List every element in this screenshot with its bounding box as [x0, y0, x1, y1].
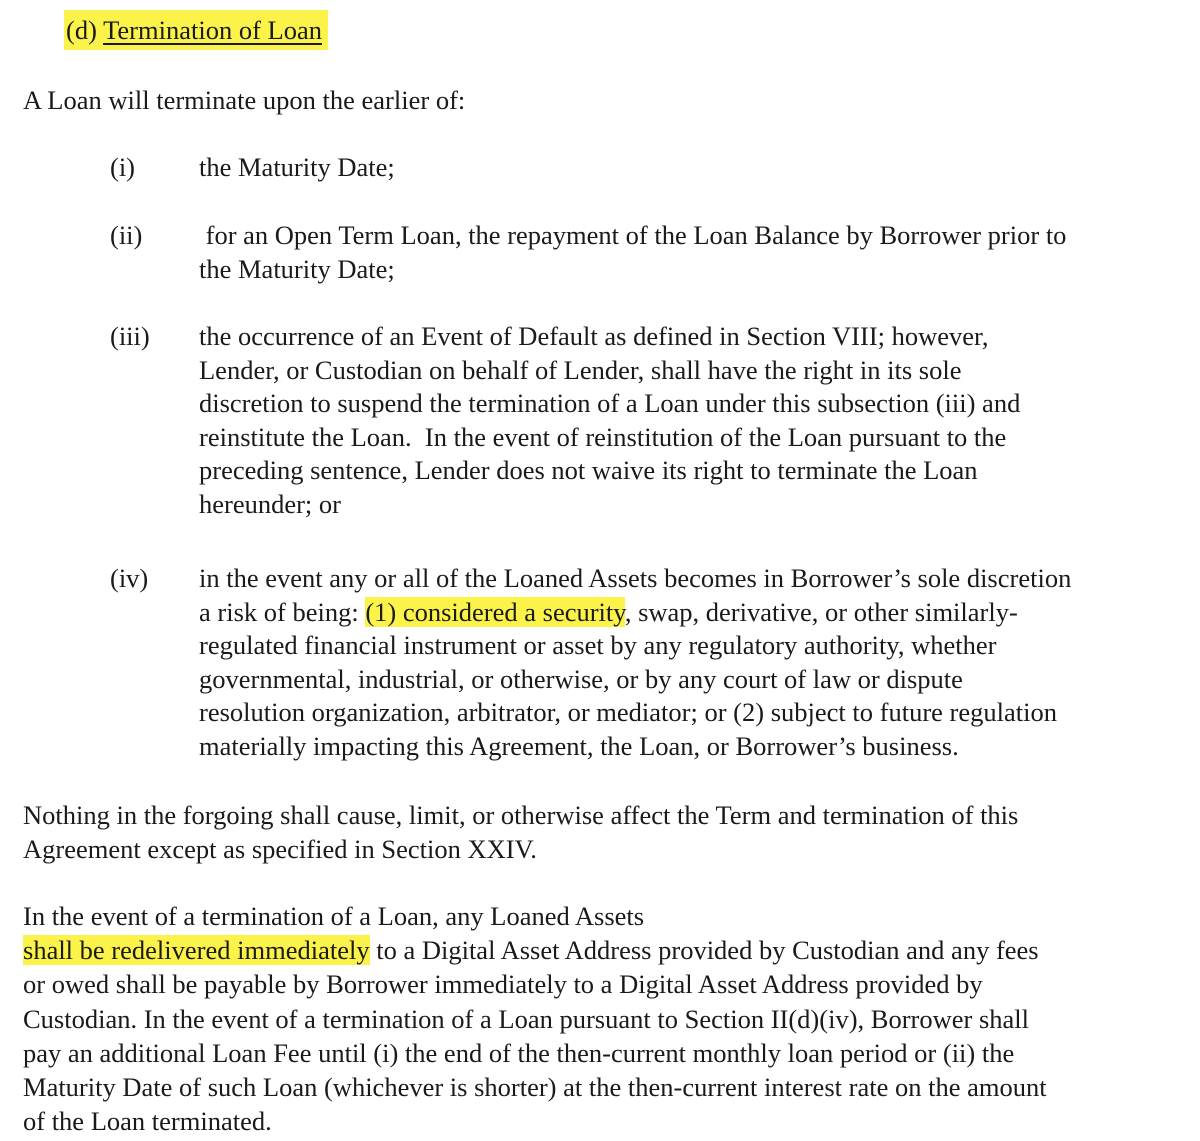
paragraph-line: Nothing in the forgoing shall cause, limit, or otherwise affect the Term and termination of this: [23, 800, 1019, 830]
highlighted-text: (1) considered a security: [365, 596, 625, 627]
paragraph-line: of the Loan terminated.: [23, 1106, 272, 1137]
item-line: the Maturity Date;: [199, 152, 395, 182]
item-line: preceding sentence, Lender does not waive its right to terminate the Loan: [199, 455, 978, 486]
paragraph: [23, 899, 1183, 1138]
item-line: resolution organization, arbitrator, or mediator; or (2) subject to future regulation: [199, 697, 1057, 728]
paragraph-text-segment: to a Digital Asset Address provided by Custodian and any fees: [369, 935, 1039, 966]
paragraph-line: Custodian. In the event of a termination of a Loan pursuant to Section II(d)(iv), Borrower shall: [23, 1003, 1029, 1034]
list-item: [199, 320, 1179, 522]
list-item: [199, 562, 1179, 764]
list-item: [199, 151, 1179, 185]
item-line: in the event any or all of the Loaned Assets becomes in Borrower’s sole discretion: [199, 563, 1072, 593]
item-line: regulated financial instrument or asset by any regulatory authority, whether: [199, 630, 997, 661]
item-number: (iii): [110, 321, 150, 351]
paragraph: [23, 798, 1183, 866]
paragraph-line: Maturity Date of such Loan (whichever is shorter) at the then-current interest rate on the amount: [23, 1072, 1047, 1103]
section-heading: [64, 10, 328, 50]
item-number: (ii): [110, 220, 143, 250]
item-line: for an Open Term Loan, the repayment of the Loan Balance by Borrower prior to: [199, 220, 1067, 250]
intro-text: A Loan will terminate upon the earlier of:: [23, 85, 466, 115]
item-line: materially impacting this Agreement, the Loan, or Borrower’s business.: [199, 730, 959, 761]
item-line: Lender, or Custodian on behalf of Lender, shall have the right in its sole: [199, 354, 962, 385]
item-text-segment: a risk of being:: [199, 596, 366, 627]
item-text-segment: , swap, derivative, or other similarly-: [624, 596, 1018, 627]
paragraph-line: In the event of a termination of a Loan, any Loaned Assets: [23, 901, 645, 931]
section-title: Termination of Loan: [103, 15, 322, 45]
paragraph-line: [23, 933, 1183, 967]
list-item: [199, 219, 1179, 286]
section-label: (d): [66, 15, 97, 45]
item-line: discretion to suspend the termination of a Loan under this subsection (iii) and: [199, 388, 1021, 419]
item-line: governmental, industrial, or otherwise, or by any court of law or dispute: [199, 663, 963, 694]
item-line: reinstitute the Loan. In the event of reinstitution of the Loan pursuant to the: [199, 421, 1007, 452]
paragraph-line: Agreement except as specified in Section XXIV.: [23, 834, 537, 865]
item-line: [199, 596, 1179, 630]
item-line: hereunder; or: [199, 488, 341, 519]
item-number: (iv): [110, 563, 149, 593]
paragraph-line: or owed shall be payable by Borrower immediately to a Digital Asset Address provided by: [23, 969, 983, 1000]
item-line: the occurrence of an Event of Default as defined in Section VIII; however,: [199, 321, 989, 351]
highlighted-text: shall be redelivered immediately: [23, 935, 370, 966]
item-line: the Maturity Date;: [199, 253, 395, 284]
paragraph-line: pay an additional Loan Fee until (i) the end of the then-current monthly loan period or (ii) the: [23, 1037, 1015, 1068]
item-number: (i): [110, 152, 136, 182]
